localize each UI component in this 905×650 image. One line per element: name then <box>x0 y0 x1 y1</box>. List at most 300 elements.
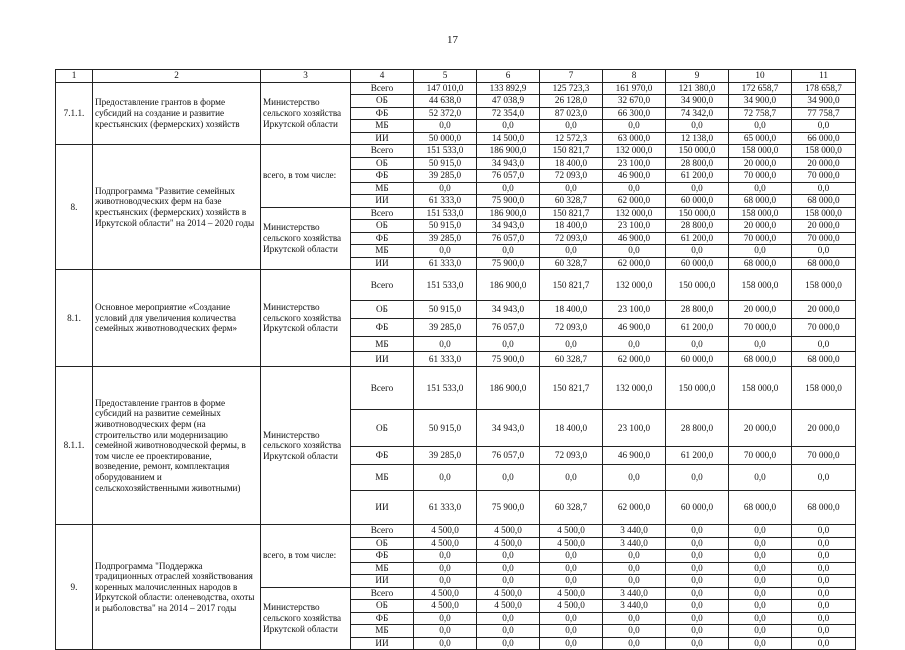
amount-cell: 60 000,0 <box>666 257 729 270</box>
amount-cell: 0,0 <box>792 562 856 575</box>
amount-cell: 0,0 <box>666 465 729 491</box>
funding-source: ОБ <box>351 600 414 613</box>
amount-cell: 50 915,0 <box>414 157 477 170</box>
amount-cell: 0,0 <box>477 182 540 195</box>
amount-cell: 47 038,9 <box>477 95 540 108</box>
amount-cell: 50 915,0 <box>414 301 477 319</box>
amount-cell: 0,0 <box>666 587 729 600</box>
amount-cell: 20 000,0 <box>792 157 856 170</box>
amount-cell: 0,0 <box>666 337 729 352</box>
executor: всего, в том числе: <box>261 525 351 588</box>
amount-cell: 70 000,0 <box>729 319 792 337</box>
amount-cell: 0,0 <box>477 550 540 563</box>
amount-cell: 158 000,0 <box>729 367 792 410</box>
amount-cell: 0,0 <box>540 120 603 133</box>
amount-cell: 0,0 <box>792 625 856 638</box>
funding-source: ИИ <box>351 575 414 588</box>
amount-cell: 68 000,0 <box>729 352 792 367</box>
amount-cell: 39 285,0 <box>414 232 477 245</box>
amount-cell: 150 000,0 <box>666 207 729 220</box>
amount-cell: 4 500,0 <box>414 537 477 550</box>
funding-source: ФБ <box>351 319 414 337</box>
amount-cell: 66 000,0 <box>792 132 856 145</box>
activity-name: Предоставление грантов в форме субсидий на развитие семейных животноводческих ферм (на строительство или модернизацию семейной животноводческой фермы, в том числе ее проектирование, возведение, ремонт, комплектация оборудованием и сельскохозяйственными животными) <box>93 367 261 525</box>
funding-source: МБ <box>351 625 414 638</box>
amount-cell: 0,0 <box>477 465 540 491</box>
amount-cell: 0,0 <box>477 612 540 625</box>
amount-cell: 0,0 <box>540 562 603 575</box>
table-body <box>56 70 856 650</box>
funding-source: Всего <box>351 367 414 410</box>
amount-cell: 28 800,0 <box>666 301 729 319</box>
amount-cell: 0,0 <box>540 245 603 258</box>
table-row <box>56 82 856 95</box>
amount-cell: 151 533,0 <box>414 207 477 220</box>
amount-cell: 158 000,0 <box>729 270 792 301</box>
amount-cell: 0,0 <box>540 612 603 625</box>
amount-cell: 0,0 <box>666 612 729 625</box>
amount-cell: 20 000,0 <box>729 220 792 233</box>
amount-cell: 0,0 <box>540 465 603 491</box>
column-header: 5 <box>414 70 477 83</box>
amount-cell: 158 000,0 <box>729 145 792 158</box>
amount-cell: 76 057,0 <box>477 447 540 465</box>
amount-cell: 158 000,0 <box>729 207 792 220</box>
amount-cell: 50 000,0 <box>414 132 477 145</box>
amount-cell: 4 500,0 <box>540 587 603 600</box>
amount-cell: 186 900,0 <box>477 270 540 301</box>
funding-source: МБ <box>351 120 414 133</box>
amount-cell: 0,0 <box>540 550 603 563</box>
amount-cell: 0,0 <box>414 612 477 625</box>
executor: Министерство сельского хозяйства Иркутской области <box>261 270 351 367</box>
amount-cell: 186 900,0 <box>477 367 540 410</box>
amount-cell: 0,0 <box>729 120 792 133</box>
amount-cell: 61 200,0 <box>666 232 729 245</box>
amount-cell: 0,0 <box>729 637 792 650</box>
amount-cell: 20 000,0 <box>792 410 856 447</box>
amount-cell: 4 500,0 <box>414 600 477 613</box>
amount-cell: 34 900,0 <box>729 95 792 108</box>
amount-cell: 20 000,0 <box>729 301 792 319</box>
amount-cell: 28 800,0 <box>666 220 729 233</box>
funding-source: ОБ <box>351 301 414 319</box>
funding-source: ИИ <box>351 132 414 145</box>
column-header: 1 <box>56 70 93 83</box>
amount-cell: 72 093,0 <box>540 319 603 337</box>
amount-cell: 0,0 <box>414 337 477 352</box>
amount-cell: 0,0 <box>540 637 603 650</box>
amount-cell: 77 758,7 <box>792 107 856 120</box>
amount-cell: 46 900,0 <box>603 447 666 465</box>
amount-cell: 60 000,0 <box>666 352 729 367</box>
amount-cell: 0,0 <box>729 600 792 613</box>
amount-cell: 0,0 <box>477 637 540 650</box>
column-header: 11 <box>792 70 856 83</box>
amount-cell: 0,0 <box>729 182 792 195</box>
amount-cell: 62 000,0 <box>603 352 666 367</box>
amount-cell: 61 333,0 <box>414 491 477 525</box>
amount-cell: 0,0 <box>792 575 856 588</box>
amount-cell: 18 400,0 <box>540 157 603 170</box>
amount-cell: 125 723,3 <box>540 82 603 95</box>
executor: Министерство сельского хозяйства Иркутской области <box>261 587 351 650</box>
amount-cell: 34 900,0 <box>666 95 729 108</box>
amount-cell: 186 900,0 <box>477 207 540 220</box>
funding-source: Всего <box>351 145 414 158</box>
amount-cell: 72 758,7 <box>729 107 792 120</box>
amount-cell: 0,0 <box>477 625 540 638</box>
funding-source: ОБ <box>351 95 414 108</box>
funding-source: ОБ <box>351 157 414 170</box>
amount-cell: 0,0 <box>666 637 729 650</box>
amount-cell: 0,0 <box>792 245 856 258</box>
row-code: 8.1. <box>56 270 93 367</box>
amount-cell: 28 800,0 <box>666 157 729 170</box>
funding-source: МБ <box>351 182 414 195</box>
amount-cell: 0,0 <box>477 575 540 588</box>
amount-cell: 23 100,0 <box>603 410 666 447</box>
amount-cell: 150 000,0 <box>666 270 729 301</box>
amount-cell: 150 821,7 <box>540 207 603 220</box>
amount-cell: 0,0 <box>666 625 729 638</box>
amount-cell: 0,0 <box>792 612 856 625</box>
amount-cell: 70 000,0 <box>792 170 856 183</box>
amount-cell: 0,0 <box>414 575 477 588</box>
funding-source: ОБ <box>351 220 414 233</box>
amount-cell: 4 500,0 <box>540 525 603 538</box>
amount-cell: 4 500,0 <box>540 537 603 550</box>
column-header: 6 <box>477 70 540 83</box>
amount-cell: 0,0 <box>666 600 729 613</box>
amount-cell: 0,0 <box>729 562 792 575</box>
funding-source: МБ <box>351 337 414 352</box>
amount-cell: 0,0 <box>729 612 792 625</box>
amount-cell: 34 943,0 <box>477 301 540 319</box>
amount-cell: 0,0 <box>603 465 666 491</box>
amount-cell: 14 500,0 <box>477 132 540 145</box>
amount-cell: 68 000,0 <box>792 195 856 208</box>
funding-source: ФБ <box>351 612 414 625</box>
amount-cell: 121 380,0 <box>666 82 729 95</box>
amount-cell: 39 285,0 <box>414 170 477 183</box>
amount-cell: 34 900,0 <box>792 95 856 108</box>
amount-cell: 62 000,0 <box>603 491 666 525</box>
amount-cell: 39 285,0 <box>414 447 477 465</box>
funding-source: ФБ <box>351 170 414 183</box>
amount-cell: 3 440,0 <box>603 587 666 600</box>
column-header: 10 <box>729 70 792 83</box>
amount-cell: 0,0 <box>603 182 666 195</box>
amount-cell: 0,0 <box>666 562 729 575</box>
amount-cell: 65 000,0 <box>729 132 792 145</box>
amount-cell: 0,0 <box>414 465 477 491</box>
amount-cell: 147 010,0 <box>414 82 477 95</box>
amount-cell: 76 057,0 <box>477 170 540 183</box>
amount-cell: 0,0 <box>729 625 792 638</box>
column-header: 7 <box>540 70 603 83</box>
amount-cell: 0,0 <box>729 525 792 538</box>
amount-cell: 72 093,0 <box>540 232 603 245</box>
activity-name: Подпрограмма "Поддержка традиционных отраслей хозяйствования коренных малочисленных народов в Иркутской области: оленеводства, охоты и рыболовства" на 2014 – 2017 годы <box>93 525 261 650</box>
amount-cell: 0,0 <box>792 637 856 650</box>
row-code: 7.1.1. <box>56 82 93 145</box>
executor: Министерство сельского хозяйства Иркутской области <box>261 367 351 525</box>
amount-cell: 150 821,7 <box>540 367 603 410</box>
amount-cell: 68 000,0 <box>729 491 792 525</box>
amount-cell: 132 000,0 <box>603 270 666 301</box>
amount-cell: 158 000,0 <box>792 270 856 301</box>
amount-cell: 46 900,0 <box>603 232 666 245</box>
amount-cell: 60 328,7 <box>540 195 603 208</box>
funding-source: ИИ <box>351 195 414 208</box>
amount-cell: 72 093,0 <box>540 170 603 183</box>
page-number: 17 <box>447 34 458 46</box>
amount-cell: 0,0 <box>792 550 856 563</box>
amount-cell: 150 000,0 <box>666 145 729 158</box>
amount-cell: 0,0 <box>666 182 729 195</box>
amount-cell: 66 300,0 <box>603 107 666 120</box>
amount-cell: 74 342,0 <box>666 107 729 120</box>
amount-cell: 68 000,0 <box>792 491 856 525</box>
amount-cell: 0,0 <box>603 550 666 563</box>
amount-cell: 4 500,0 <box>414 525 477 538</box>
amount-cell: 68 000,0 <box>792 257 856 270</box>
amount-cell: 158 000,0 <box>792 145 856 158</box>
funding-source: ОБ <box>351 410 414 447</box>
amount-cell: 0,0 <box>792 600 856 613</box>
amount-cell: 0,0 <box>540 575 603 588</box>
amount-cell: 3 440,0 <box>603 537 666 550</box>
amount-cell: 0,0 <box>603 337 666 352</box>
amount-cell: 0,0 <box>666 120 729 133</box>
row-code: 8.1.1. <box>56 367 93 525</box>
amount-cell: 75 900,0 <box>477 491 540 525</box>
executor: Министерство сельского хозяйства Иркутской области <box>261 82 351 145</box>
amount-cell: 0,0 <box>603 637 666 650</box>
funding-source: ИИ <box>351 637 414 650</box>
amount-cell: 0,0 <box>540 182 603 195</box>
funding-source: МБ <box>351 245 414 258</box>
amount-cell: 0,0 <box>792 182 856 195</box>
amount-cell: 4 500,0 <box>477 587 540 600</box>
amount-cell: 0,0 <box>666 525 729 538</box>
amount-cell: 60 328,7 <box>540 257 603 270</box>
amount-cell: 172 658,7 <box>729 82 792 95</box>
amount-cell: 50 915,0 <box>414 410 477 447</box>
amount-cell: 12 138,0 <box>666 132 729 145</box>
amount-cell: 0,0 <box>603 612 666 625</box>
amount-cell: 0,0 <box>540 625 603 638</box>
amount-cell: 158 000,0 <box>792 207 856 220</box>
amount-cell: 151 533,0 <box>414 367 477 410</box>
amount-cell: 3 440,0 <box>603 525 666 538</box>
amount-cell: 0,0 <box>477 337 540 352</box>
amount-cell: 87 023,0 <box>540 107 603 120</box>
column-header: 4 <box>351 70 414 83</box>
amount-cell: 0,0 <box>666 537 729 550</box>
amount-cell: 4 500,0 <box>477 600 540 613</box>
activity-name: Подпрограмма "Развитие семейных животноводческих ферм на базе крестьянских (фермерских) хозяйств в Иркутской области" на 2014 – 2020 годы <box>93 145 261 270</box>
amount-cell: 76 057,0 <box>477 319 540 337</box>
amount-cell: 158 000,0 <box>792 367 856 410</box>
column-header: 8 <box>603 70 666 83</box>
funding-source: Всего <box>351 587 414 600</box>
amount-cell: 50 915,0 <box>414 220 477 233</box>
amount-cell: 150 821,7 <box>540 270 603 301</box>
header-row <box>56 70 856 83</box>
amount-cell: 75 900,0 <box>477 195 540 208</box>
row-code: 9. <box>56 525 93 650</box>
amount-cell: 0,0 <box>792 465 856 491</box>
amount-cell: 44 638,0 <box>414 95 477 108</box>
amount-cell: 34 943,0 <box>477 220 540 233</box>
table-row <box>56 145 856 158</box>
amount-cell: 161 970,0 <box>603 82 666 95</box>
amount-cell: 23 100,0 <box>603 301 666 319</box>
amount-cell: 75 900,0 <box>477 352 540 367</box>
amount-cell: 0,0 <box>414 562 477 575</box>
amount-cell: 46 900,0 <box>603 319 666 337</box>
executor: всего, в том числе: <box>261 145 351 208</box>
amount-cell: 23 100,0 <box>603 157 666 170</box>
amount-cell: 61 200,0 <box>666 319 729 337</box>
amount-cell: 0,0 <box>414 550 477 563</box>
amount-cell: 46 900,0 <box>603 170 666 183</box>
amount-cell: 61 200,0 <box>666 170 729 183</box>
amount-cell: 0,0 <box>666 575 729 588</box>
amount-cell: 132 000,0 <box>603 367 666 410</box>
amount-cell: 68 000,0 <box>729 257 792 270</box>
amount-cell: 0,0 <box>792 525 856 538</box>
funding-source: ОБ <box>351 537 414 550</box>
amount-cell: 68 000,0 <box>792 352 856 367</box>
amount-cell: 26 128,0 <box>540 95 603 108</box>
amount-cell: 70 000,0 <box>729 232 792 245</box>
amount-cell: 76 057,0 <box>477 232 540 245</box>
column-header: 2 <box>93 70 261 83</box>
amount-cell: 0,0 <box>792 587 856 600</box>
amount-cell: 0,0 <box>477 245 540 258</box>
funding-source: ФБ <box>351 232 414 245</box>
amount-cell: 70 000,0 <box>792 447 856 465</box>
amount-cell: 18 400,0 <box>540 410 603 447</box>
amount-cell: 0,0 <box>729 537 792 550</box>
amount-cell: 61 200,0 <box>666 447 729 465</box>
table-row <box>56 525 856 538</box>
column-header: 3 <box>261 70 351 83</box>
amount-cell: 0,0 <box>414 625 477 638</box>
funding-source: ИИ <box>351 352 414 367</box>
amount-cell: 0,0 <box>729 245 792 258</box>
amount-cell: 0,0 <box>729 587 792 600</box>
table-row <box>56 367 856 410</box>
amount-cell: 3 440,0 <box>603 600 666 613</box>
amount-cell: 62 000,0 <box>603 257 666 270</box>
amount-cell: 133 892,9 <box>477 82 540 95</box>
amount-cell: 150 821,7 <box>540 145 603 158</box>
amount-cell: 151 533,0 <box>414 270 477 301</box>
funding-table <box>55 69 856 650</box>
amount-cell: 34 943,0 <box>477 410 540 447</box>
amount-cell: 0,0 <box>603 120 666 133</box>
amount-cell: 61 333,0 <box>414 257 477 270</box>
amount-cell: 4 500,0 <box>477 525 540 538</box>
amount-cell: 20 000,0 <box>729 410 792 447</box>
funding-source: МБ <box>351 465 414 491</box>
amount-cell: 62 000,0 <box>603 195 666 208</box>
amount-cell: 150 000,0 <box>666 367 729 410</box>
executor: Министерство сельского хозяйства Иркутской области <box>261 207 351 270</box>
amount-cell: 0,0 <box>666 245 729 258</box>
amount-cell: 0,0 <box>414 120 477 133</box>
amount-cell: 72 093,0 <box>540 447 603 465</box>
amount-cell: 60 000,0 <box>666 491 729 525</box>
amount-cell: 0,0 <box>414 245 477 258</box>
amount-cell: 0,0 <box>477 120 540 133</box>
amount-cell: 0,0 <box>477 562 540 575</box>
funding-source: ФБ <box>351 447 414 465</box>
amount-cell: 68 000,0 <box>729 195 792 208</box>
amount-cell: 20 000,0 <box>792 301 856 319</box>
funding-source: Всего <box>351 82 414 95</box>
amount-cell: 52 372,0 <box>414 107 477 120</box>
amount-cell: 20 000,0 <box>792 220 856 233</box>
funding-source: Всего <box>351 270 414 301</box>
amount-cell: 0,0 <box>729 575 792 588</box>
amount-cell: 186 900,0 <box>477 145 540 158</box>
amount-cell: 75 900,0 <box>477 257 540 270</box>
funding-source: ФБ <box>351 107 414 120</box>
amount-cell: 39 285,0 <box>414 319 477 337</box>
amount-cell: 0,0 <box>792 120 856 133</box>
amount-cell: 72 354,0 <box>477 107 540 120</box>
amount-cell: 0,0 <box>414 637 477 650</box>
amount-cell: 18 400,0 <box>540 301 603 319</box>
table-row <box>56 270 856 301</box>
amount-cell: 4 500,0 <box>540 600 603 613</box>
amount-cell: 0,0 <box>792 537 856 550</box>
amount-cell: 63 000,0 <box>603 132 666 145</box>
amount-cell: 0,0 <box>603 625 666 638</box>
column-header: 9 <box>666 70 729 83</box>
amount-cell: 0,0 <box>603 245 666 258</box>
amount-cell: 0,0 <box>603 575 666 588</box>
amount-cell: 132 000,0 <box>603 145 666 158</box>
amount-cell: 151 533,0 <box>414 145 477 158</box>
funding-source: Всего <box>351 207 414 220</box>
funding-source: ИИ <box>351 257 414 270</box>
amount-cell: 4 500,0 <box>414 587 477 600</box>
amount-cell: 60 000,0 <box>666 195 729 208</box>
amount-cell: 34 943,0 <box>477 157 540 170</box>
row-code: 8. <box>56 145 93 270</box>
amount-cell: 70 000,0 <box>792 319 856 337</box>
amount-cell: 70 000,0 <box>792 232 856 245</box>
amount-cell: 60 328,7 <box>540 491 603 525</box>
activity-name: Основное мероприятие «Создание условий для увеличения количества семейных животноводческих ферм» <box>93 270 261 367</box>
funding-source: МБ <box>351 562 414 575</box>
amount-cell: 18 400,0 <box>540 220 603 233</box>
activity-name: Предоставление грантов в форме субсидий на создание и развитие крестьянских (фермерских) хозяйств <box>93 82 261 145</box>
funding-source: ИИ <box>351 491 414 525</box>
amount-cell: 23 100,0 <box>603 220 666 233</box>
amount-cell: 0,0 <box>729 337 792 352</box>
amount-cell: 12 572,3 <box>540 132 603 145</box>
amount-cell: 0,0 <box>603 562 666 575</box>
amount-cell: 0,0 <box>666 550 729 563</box>
amount-cell: 0,0 <box>729 465 792 491</box>
